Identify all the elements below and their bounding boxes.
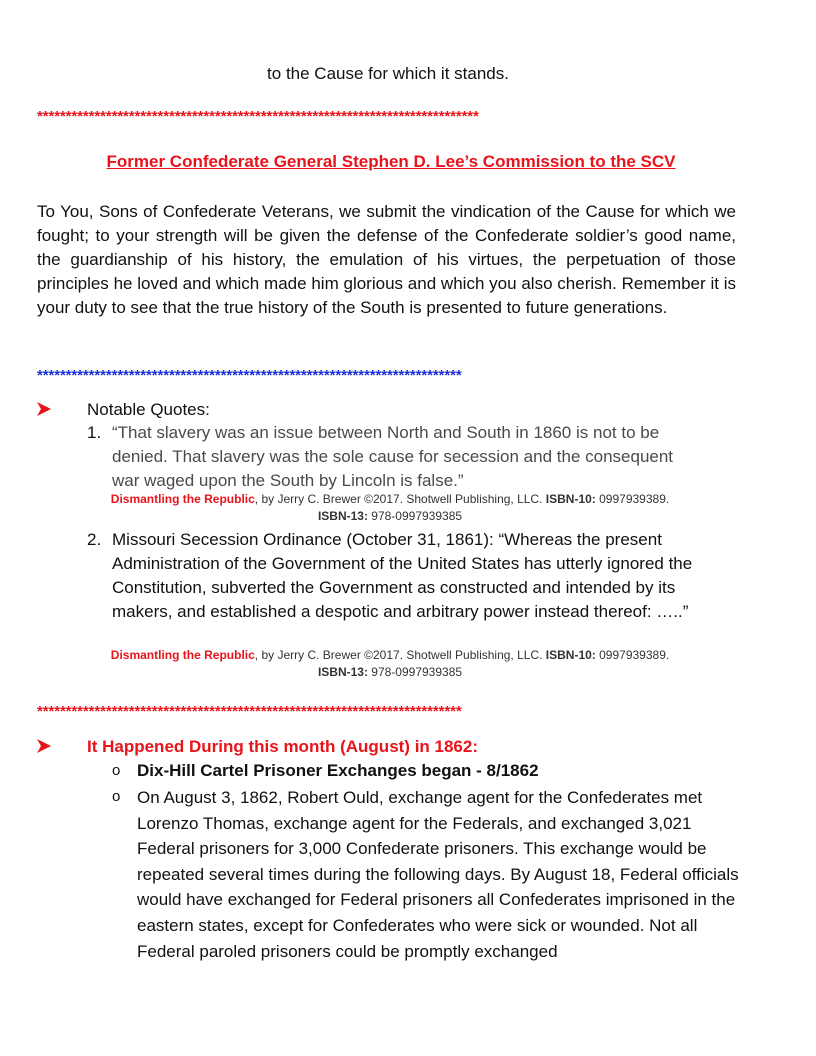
isbn10-value: 0997939389.	[595, 492, 670, 506]
isbn13-value: 978-0997939385	[367, 509, 463, 523]
quote-number: 1.	[87, 423, 102, 442]
bullet-marker: o	[112, 788, 121, 805]
arrow-bullet-icon	[37, 402, 51, 416]
isbn10-value: 0997939389.	[595, 648, 670, 662]
quotes-heading: Notable Quotes:	[87, 400, 210, 419]
quote-text: “That slavery was an issue between North and South in 1860 is not to be denied. That slavery was the sole cause for secession and the consequent war waged upon the South by Lincoln is false.”	[112, 423, 674, 490]
arrow-bullet-icon	[37, 739, 51, 753]
citation-text: , by Jerry C. Brewer ©2017. Shotwell Publishing, LLC.	[254, 492, 546, 506]
history-heading: It Happened During this month (August) in 1862:	[87, 737, 478, 756]
history-item-text: On August 3, 1862, Robert Ould, exchange agent for the Confederates met Lorenzo Thomas, exchange agent for the Federals, and exchanged 3,021 Federal prisoners for 3,000 Confederate prisoners. This exchange would be repeated several times during the following days. By August 18, Federal officials would have exchanged for Federal prisoners all Confederates imprisoned in the eastern states, except for Confederates who were sick or wounded. Not all Federal paroled prisoners could be promptly exchanged	[137, 788, 739, 961]
quote-citation	[100, 491, 680, 525]
isbn13-value: 978-0997939385	[367, 665, 463, 679]
quote-citation	[100, 647, 680, 681]
isbn13-label: ISBN-13:	[317, 665, 368, 679]
separator-red: *****************************************************************************	[37, 108, 479, 125]
citation-text: , by Jerry C. Brewer ©2017. Shotwell Publishing, LLC.	[254, 648, 546, 662]
commission-title: Former Confederate General Stephen D. Lee’s Commission to the SCV	[106, 152, 676, 171]
quote-text: Missouri Secession Ordinance (October 31, 1861): “Whereas the present Administration of the Government of the United States has utterly ignored the Constitution, subverted the Government as constructed and intended by its makers, and established a despotic and arbitrary power instead thereof: …..”	[112, 530, 693, 621]
bullet-marker: o	[112, 762, 121, 779]
history-item-title: Dix-Hill Cartel Prisoner Exchanges began - 8/1862	[137, 761, 539, 780]
top-line: to the Cause for which it stands.	[267, 64, 509, 83]
separator-blue: **************************************************************************	[37, 367, 462, 384]
citation-source: Dismantling the Republic	[110, 492, 255, 506]
isbn10-label: ISBN-10:	[545, 648, 596, 662]
isbn10-label: ISBN-10:	[545, 492, 596, 506]
commission-title-wrap	[40, 152, 742, 172]
citation-source: Dismantling the Republic	[110, 648, 255, 662]
isbn13-label: ISBN-13:	[317, 509, 368, 523]
quote-number: 2.	[87, 530, 102, 549]
commission-body: To You, Sons of Confederate Veterans, we submit the vindication of the Cause for which we fought; to your strength will be given the defense of the Confederate soldier’s good name, the guardianship of his history, the emulation of his virtues, the perpetuation of those principles he loved and which made him glorious and which you also cherish. Remember it is your duty to see that the true history of the South is presented to future generations.	[37, 202, 736, 317]
separator-red: **************************************************************************	[37, 703, 462, 720]
